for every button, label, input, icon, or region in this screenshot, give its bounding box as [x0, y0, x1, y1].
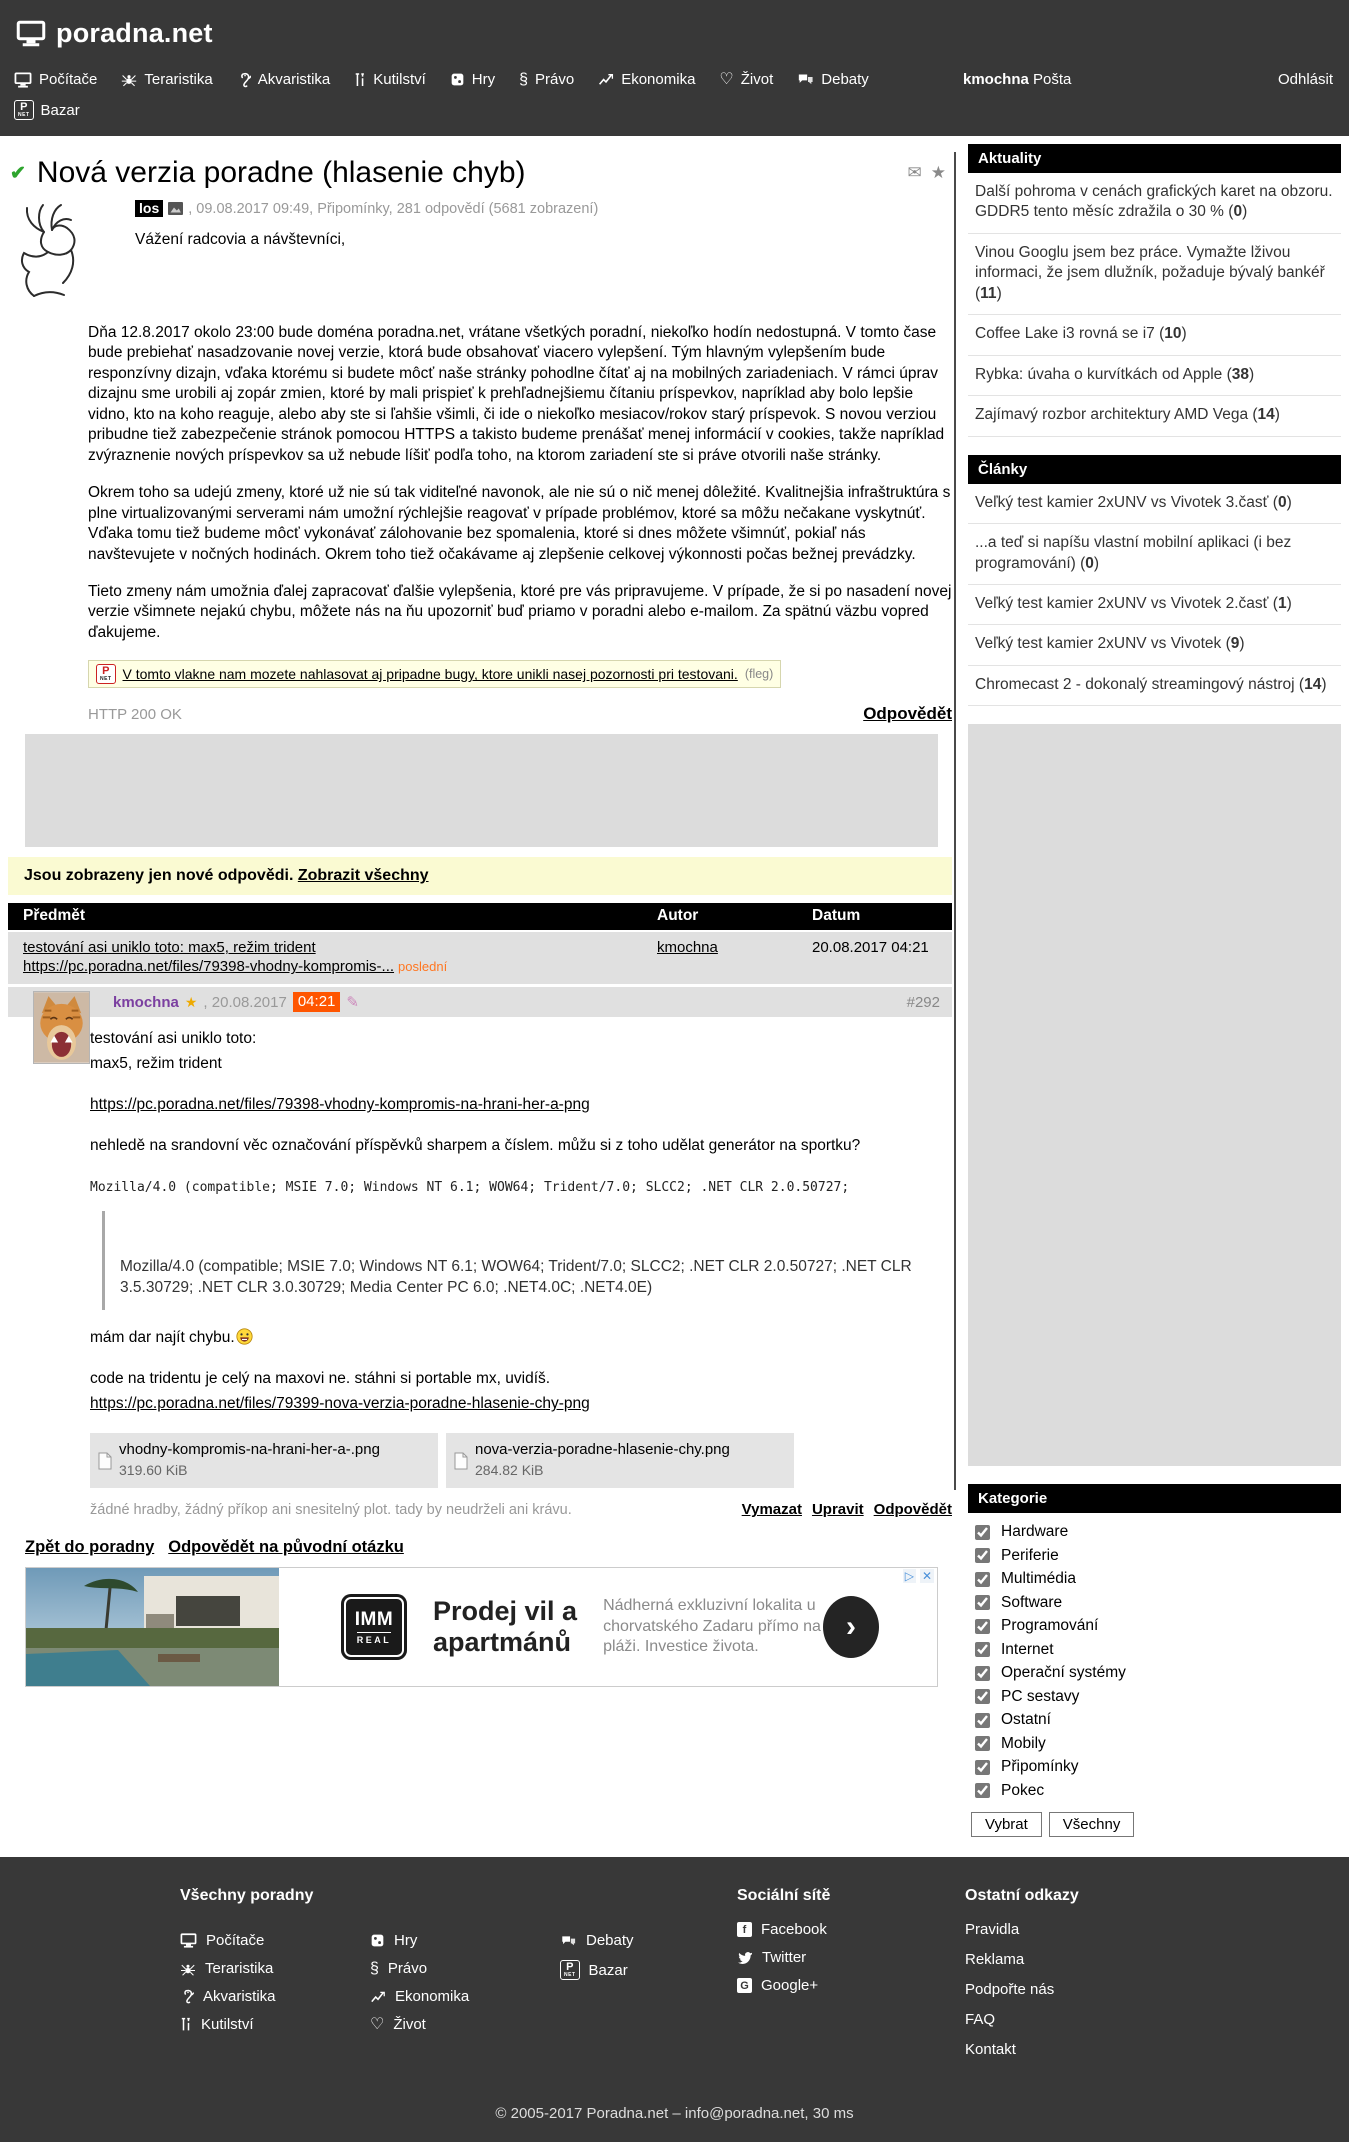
- category-row: Programování: [968, 1615, 1341, 1637]
- thread-title-row: [8, 144, 952, 194]
- flag-note-suffix: (fleg): [744, 667, 774, 682]
- delete-link[interactable]: Vymazat: [741, 1501, 802, 1519]
- nav-item-pocitace[interactable]: Počítače: [14, 71, 97, 88]
- post-body: [90, 1017, 952, 1488]
- avatar: [33, 991, 90, 1064]
- chat-icon: [797, 72, 814, 87]
- ad-arrow-button[interactable]: ›: [823, 1596, 879, 1658]
- article-link[interactable]: Chromecast 2 - dokonalý streamingový nástroj (14): [968, 666, 1341, 706]
- spider-icon: [180, 1962, 196, 1976]
- status-row: [88, 704, 952, 724]
- edit-link[interactable]: Upravit: [811, 1501, 864, 1519]
- code-line: Mozilla/4.0 (compatible; MSIE 7.0; Windows NT 6.1; WOW64; Trident/7.0; SLCC2; .NET CLR 2.0.50727;: [90, 1180, 850, 1196]
- logout-link[interactable]: Odhlásit: [1277, 71, 1333, 88]
- attachment-name: nova-verzia-poradne-hlasenie-chy.png: [475, 1441, 730, 1459]
- row-datum: 20.08.2017 04:21: [812, 939, 929, 957]
- article-link[interactable]: ...a teď si napíšu vlastní mobilní aplikaci (i bez programování) (0): [968, 524, 1341, 585]
- footer-link-podporte[interactable]: Podpořte nás: [965, 1981, 1055, 1999]
- news-link[interactable]: Coffee Lake i3 rovná se i7 (10): [968, 315, 1341, 355]
- file-link[interactable]: https://pc.poradna.net/files/79399-nova-verzia-poradne-hlasenie-chy-png: [90, 1395, 590, 1413]
- post-meta-line: [135, 194, 952, 217]
- kategorie-title: Kategorie: [968, 1484, 1341, 1513]
- post-line: testování asi uniklo toto:: [90, 1030, 257, 1048]
- footer-link-reklama[interactable]: Reklama: [965, 1951, 1025, 1969]
- grin-smiley-icon: [236, 1328, 253, 1345]
- content-divider: [954, 152, 956, 1490]
- resolved-check-icon: ✔: [10, 162, 26, 184]
- footer-link-akvaristika[interactable]: Akvaristika: [180, 1988, 315, 2005]
- col-datum: Datum: [812, 907, 861, 925]
- news-link[interactable]: Další pohroma v cenách grafických karet na obzoru. GDDR5 tento měsíc zdražila o 30 % (0): [968, 173, 1341, 234]
- table-header-row: [8, 903, 952, 930]
- category-row: Ostatní: [968, 1709, 1341, 1731]
- new-replies-notice: Jsou zobrazeny jen nové odpovědi. Zobrazit všechny: [8, 857, 952, 895]
- category-checkbox[interactable]: [975, 1666, 990, 1681]
- footer-link-bazar[interactable]: P NET Bazar: [560, 1960, 695, 1980]
- category-checkbox[interactable]: [975, 1760, 990, 1775]
- nav-item-hry[interactable]: Hry: [450, 71, 495, 88]
- reply-post: [8, 987, 952, 1520]
- col-autor: Autor: [657, 907, 699, 925]
- col-predmet: Předmět: [23, 907, 86, 925]
- reply-button[interactable]: Odpovědět: [863, 704, 952, 724]
- post-author-link[interactable]: kmochna: [113, 993, 179, 1011]
- category-row: Mobily: [968, 1733, 1341, 1755]
- mail-icon[interactable]: ✉: [907, 163, 922, 182]
- nav-item-bazar[interactable]: P NET Bazar: [14, 100, 80, 120]
- kategorie-box: [968, 1484, 1341, 1841]
- category-checkbox[interactable]: [975, 1595, 990, 1610]
- flag-note[interactable]: [88, 660, 781, 688]
- news-link[interactable]: Rybka: úvaha o kurvítkách od Apple (38): [968, 356, 1341, 396]
- footer-heading: Ostatní odkazy: [965, 1887, 1079, 1905]
- main-nav: [0, 67, 1349, 92]
- advertiser-logo: IMM REAL: [341, 1594, 407, 1660]
- reply-link[interactable]: Odpovědět: [873, 1501, 952, 1519]
- page-title: Nová verzia poradne (hlasenie chyb): [36, 156, 526, 189]
- logo[interactable]: [0, 14, 1349, 67]
- post-footer: [90, 1496, 952, 1520]
- post-line: max5, režim trident: [90, 1055, 222, 1073]
- chart-icon: [598, 72, 614, 87]
- footer-link-twitter[interactable]: Twitter: [737, 1949, 887, 1966]
- category-checkbox[interactable]: [975, 1572, 990, 1587]
- file-icon: [454, 1440, 468, 1482]
- aktuality-box: [968, 144, 1341, 437]
- gold-star-icon: ★: [184, 993, 198, 1010]
- monitor-icon: [180, 1933, 197, 1948]
- table-row: [8, 932, 952, 984]
- footer-poradny: [180, 1887, 695, 2071]
- bottom-links: [25, 1538, 952, 1557]
- category-row: Periferie: [968, 1545, 1341, 1567]
- thread-body: [88, 323, 952, 643]
- last-badge: poslední: [398, 959, 448, 975]
- footer-link-facebook[interactable]: f Facebook: [737, 1921, 887, 1938]
- author-image-icon[interactable]: [168, 202, 183, 215]
- author-badge[interactable]: los: [135, 200, 163, 217]
- paragraph: Dňa 12.8.2017 okolo 23:00 bude doména poradna.net, vrátane všetkých poradní, niekoľko hodín nedostupná. V tomto čase bude prebiehať nasadzovanie novej verzie, ktorá bude obsahovať viacero vylepšení. Tým hlavným vylepšením bude responzívny dizajn, vďaka ktorému si budete môcť naše stránky pohodlne čítať aj na mobilných zariadeniach. V rámci úprav dizajnu sme urobili aj zopár zmien, ktoré by mali prispieť k prehľadnejšiemu čítaniu príspevkov, napríklad aby bolo lepšie vidno, kto na koho reaguje, alebo aby ste si ľahšie všimli, či ide o niekoľko mesiacov/rokov starý príspevok. S novou verziou pribudne tiež zabezpečenie stránok pomocou HTTPS a takisto budeme prenášať menej informácií v cookies, takže napríklad zvýraznenie nových príspevkov sa už nebude líšiť podľa toho, na ktorom zariadení ste si práve otvorili naše stránky.: [88, 324, 945, 464]
- article-link[interactable]: Veľký test kamier 2xUNV vs Vivotek 2.časť (1): [968, 585, 1341, 625]
- chat-icon: [560, 1934, 577, 1948]
- article-link[interactable]: Veľký test kamier 2xUNV vs Vivotek 3.časť (0): [968, 484, 1341, 524]
- paragraph: Okrem toho sa udejú zmeny, ktoré už nie sú tak viditeľné navonok, ale nie sú o nič menej dôležité. Kvalitnejšia infraštruktúra s plne virtualizovanými serverami nám umožní rýchlejšie reagovať v prípade problémov, ktoré sa môžu nečakane vyskytnúť. Vďaka tomu tiež budeme môcť vykonávať zálohovanie bez spomalenia, ktoré si dnes môžete všimnúť, pokiaľ nás navštevujete v nočných hodinách. Okrem toho tiež očakávame aj zlepšenie celkovej výkonnosti počas bežnej prevádzky.: [88, 484, 951, 563]
- ad-photo: [26, 1568, 279, 1686]
- adchoices-icon[interactable]: ▷: [904, 1569, 914, 1584]
- paragraph-icon: §: [370, 1959, 379, 1977]
- dice-icon: [370, 1933, 385, 1948]
- star-icon[interactable]: ★: [930, 163, 946, 182]
- category-checkbox[interactable]: [975, 1783, 990, 1798]
- post-date: , 20.08.2017: [203, 993, 287, 1011]
- tools-icon: [180, 2017, 192, 2032]
- pnet-icon: P NET: [96, 664, 116, 684]
- spider-icon: [121, 72, 137, 87]
- post-header: [8, 987, 952, 1017]
- greeting-line: Vážení radcovia a návštevníci,: [135, 231, 346, 248]
- footer-link-pravidla[interactable]: Pravidla: [965, 1921, 1020, 1939]
- pnet-icon: P NET: [14, 100, 34, 120]
- clanky-title: Články: [968, 455, 1341, 484]
- nav-item-zivot[interactable]: ♡ Život: [719, 70, 774, 88]
- all-button[interactable]: Všechny: [1049, 1812, 1135, 1837]
- seahorse-icon: [180, 1989, 194, 2004]
- post-paragraph: nehledě na srandovní věc označování příspěvků sharpem a číslem. můžu si z toho udělat generátor na sportku?: [90, 1137, 861, 1155]
- ad-title: Prodej vil a apartmánů: [433, 1595, 578, 1658]
- chart-icon: [370, 1990, 386, 2004]
- category-checkbox[interactable]: [975, 1548, 990, 1563]
- footer-link-pocitace[interactable]: Počítače: [180, 1932, 315, 1949]
- file-link[interactable]: https://pc.poradna.net/files/79398-vhodny-kompromis-na-hrani-her-a-png: [90, 1096, 590, 1114]
- secondary-nav: [0, 92, 1349, 126]
- footer-link-zivot[interactable]: ♡ Život: [370, 2015, 426, 2034]
- copyright: © 2005-2017 Poradna.net – info@poradna.net, 30 ms: [495, 2105, 854, 2123]
- category-row: Multimédia: [968, 1568, 1341, 1590]
- quoted-text: Mozilla/4.0 (compatible; MSIE 7.0; Windows NT 6.1; WOW64; Trident/7.0; SLCC2; .NET CLR 2.0.50727; .NET CLR 3.5.30729; .NET CLR 3.0.30729; Media Center PC 6.0; .NET4.0C; .NET4.0E): [102, 1211, 952, 1311]
- username: kmochna: [963, 71, 1029, 88]
- footer-link-hry[interactable]: Hry: [370, 1932, 505, 1949]
- article-link[interactable]: Veľký test kamier 2xUNV vs Vivotek (9): [968, 625, 1341, 665]
- footer-link-ekonomika[interactable]: Ekonomika: [370, 1988, 505, 2005]
- category-row: Internet: [968, 1639, 1341, 1661]
- main-column: [8, 144, 952, 1841]
- post-time-badge: 04:21: [293, 992, 341, 1012]
- category-checkbox[interactable]: [975, 1713, 990, 1728]
- signature: žádné hradby, žádný příkop ani snesitelný plot. tady by neudrželi ani krávu.: [90, 1501, 572, 1518]
- googleplus-icon: G: [737, 1978, 752, 1993]
- subject-url-link[interactable]: https://pc.poradna.net/files/79398-vhodny-kompromis-...: [23, 958, 395, 976]
- footer-link-faq[interactable]: FAQ: [965, 2011, 996, 2029]
- user-area: [963, 71, 1335, 88]
- ad-banner[interactable]: [25, 1567, 938, 1687]
- post-number[interactable]: #292: [906, 993, 940, 1011]
- file-icon: [98, 1440, 112, 1482]
- paragraph-icon: §: [519, 70, 529, 88]
- footer-link-debaty[interactable]: Debaty: [560, 1932, 695, 1949]
- attachment-size: 284.82 KiB: [475, 1462, 544, 1479]
- thread-meta: [8, 194, 952, 306]
- heart-icon: ♡: [370, 2015, 385, 2033]
- row-author-link[interactable]: kmochna: [657, 939, 718, 957]
- post-paragraph: code na tridentu je celý na maxovi ne. stáhni si portable mx, uvidíš.: [90, 1370, 551, 1388]
- attachment-file[interactable]: [90, 1433, 438, 1488]
- show-all-link[interactable]: Zobrazit všechny: [297, 867, 429, 885]
- http-status: HTTP 200 OK: [88, 705, 182, 723]
- seahorse-icon: [237, 72, 251, 88]
- category-row: Pokec: [968, 1780, 1341, 1802]
- subject-link[interactable]: testování asi uniklo toto: max5, režim trident: [23, 939, 316, 957]
- ad-description: Nádherná exkluzivní lokalita u chorvatského Zadaru přímo na pláži. Investice života.: [603, 1596, 821, 1656]
- ad-close-icon[interactable]: ✕: [921, 1569, 932, 1584]
- nav-item-akvaristika[interactable]: Akvaristika: [237, 71, 331, 88]
- footer-link-kontakt[interactable]: Kontakt: [965, 2041, 1016, 2059]
- logo-text: poradna.net: [56, 18, 213, 48]
- sidebar: [968, 144, 1341, 1841]
- category-checkbox[interactable]: [975, 1642, 990, 1657]
- footer-heading: Všechny poradny: [180, 1887, 314, 1905]
- attachment-size: 319.60 KiB: [119, 1462, 188, 1479]
- back-to-forum-link[interactable]: Zpět do poradny: [25, 1538, 155, 1557]
- category-row: PC sestavy: [968, 1686, 1341, 1708]
- avatar: [10, 198, 118, 305]
- site-footer: [0, 1857, 1349, 2142]
- ad-choices: [903, 1569, 934, 1583]
- footer-link-teraristika[interactable]: Teraristika: [180, 1960, 315, 1977]
- nav-item-teraristika[interactable]: Teraristika: [121, 71, 212, 88]
- reply-original-link[interactable]: Odpovědět na původní otázku: [168, 1538, 404, 1557]
- footer-social: [737, 1887, 887, 2071]
- category-checkbox[interactable]: [975, 1689, 990, 1704]
- category-row: Operační systémy: [968, 1662, 1341, 1684]
- user-mail-link[interactable]: kmochna Pošta: [963, 71, 1072, 88]
- nav-item-pravo[interactable]: § Právo: [519, 70, 575, 88]
- replies-table: [8, 903, 952, 984]
- footer-link-pravo[interactable]: § Právo: [370, 1959, 428, 1978]
- nav-item-kutilstvi[interactable]: Kutilství: [354, 71, 426, 88]
- nav-item-ekonomika[interactable]: Ekonomika: [598, 71, 695, 88]
- twitter-icon: [737, 1951, 753, 1965]
- flag-note-link[interactable]: V tomto vlakne nam mozete nahlasovat aj pripadne bugy, ktore unikli nasej pozornosti pri testovani.: [122, 666, 738, 683]
- category-checkbox[interactable]: [975, 1525, 990, 1540]
- category-row: Připomínky: [968, 1756, 1341, 1778]
- content-area: [0, 136, 1349, 1849]
- category-row: Software: [968, 1592, 1341, 1614]
- site-header: [0, 0, 1349, 136]
- paragraph: Tieto zmeny nám umožnia ďalej zapracovať ďalšie vylepšenia, ktoré pre vás pripravujeme. V prípade, že si po nasadení novej verzie všimnete nejakú chybu, môžete nás na ňu upozorniť buď priamo v poradni alebo e-mailom. Za spätnú väzbu vopred ďakujeme.: [88, 582, 952, 641]
- aktuality-title: Aktuality: [968, 144, 1341, 173]
- attachments: [90, 1433, 952, 1488]
- clanky-box: [968, 455, 1341, 707]
- footer-heading: Sociální sítě: [737, 1887, 831, 1905]
- category-row: Hardware: [968, 1521, 1341, 1543]
- meta-text: , 09.08.2017 09:49, Připomínky, 281 odpovědí (5681 zobrazení): [188, 200, 599, 217]
- ad-placeholder: [968, 724, 1341, 1466]
- edited-pencil-icon: ✎: [346, 994, 359, 1012]
- facebook-icon: f: [737, 1922, 752, 1937]
- footer-link-googleplus[interactable]: G Google+: [737, 1977, 887, 1994]
- category-checkbox[interactable]: [975, 1736, 990, 1751]
- select-button[interactable]: Vybrat: [971, 1812, 1042, 1837]
- post-line: mám dar najít chybu.: [90, 1328, 952, 1349]
- monitor-icon: [16, 20, 46, 47]
- attachment-file[interactable]: [446, 1433, 794, 1488]
- news-link[interactable]: Zajímavý rozbor architektury AMD Vega (14): [968, 396, 1341, 436]
- tools-icon: [354, 72, 366, 88]
- pnet-icon: P NET: [560, 1960, 580, 1980]
- news-link[interactable]: Vinou Googlu jsem bez práce. Vymažte lživou informaci, že jsem dlužník, požaduje bývalý bankéř (11): [968, 234, 1341, 315]
- heart-icon: ♡: [719, 70, 734, 88]
- ad-placeholder: [25, 734, 938, 847]
- attachment-name: vhodny-kompromis-na-hrani-her-a-.png: [119, 1441, 380, 1459]
- monitor-icon: [14, 72, 32, 88]
- nav-item-debaty[interactable]: Debaty: [797, 71, 869, 88]
- dice-icon: [450, 72, 465, 87]
- footer-link-kutilstvi[interactable]: Kutilství: [180, 2016, 315, 2033]
- category-checkbox[interactable]: [975, 1619, 990, 1634]
- footer-other-links: [965, 1887, 1079, 2071]
